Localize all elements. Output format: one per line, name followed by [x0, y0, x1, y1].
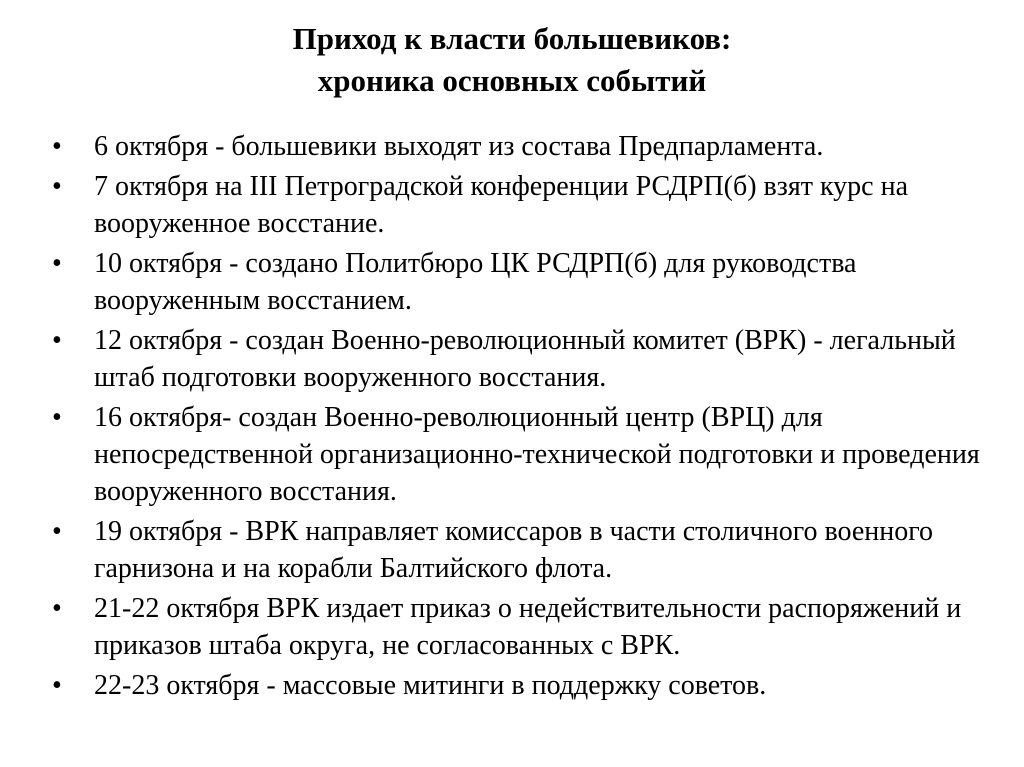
bullet-icon: • [52, 248, 62, 279]
list-item: • 22-23 октября - массовые митинги в поддержку советов. [52, 667, 992, 704]
list-item: • 7 октября на III Петроградской конференции РСДРП(б) взят курс на вооруженное восстание. [52, 168, 992, 242]
list-item: • 16 октября- создан Военно-революционный центр (ВРЦ) для непосредственной организационно-технической подготовки и проведения вооруженного восстания. [52, 399, 992, 510]
bullet-icon: • [52, 131, 62, 162]
bullet-icon: • [52, 593, 62, 624]
bullet-icon: • [52, 670, 62, 701]
list-item: • 10 октября - создано Политбюро ЦК РСДРП(б) для руководства вооруженным восстанием. [52, 245, 992, 319]
bullet-icon: • [52, 325, 62, 356]
list-item: • 12 октября - создан Военно-революционный комитет (ВРК) - легальный штаб подготовки вооруженного восстания. [52, 322, 992, 396]
event-list [52, 128, 992, 707]
bullet-icon: • [52, 516, 62, 547]
bullet-icon: • [52, 171, 62, 202]
list-item: • 21-22 октября ВРК издает приказ о недействительности распоряжений и приказов штаба округа, не согласованных с ВРК. [52, 590, 992, 664]
list-item: • 19 октября - ВРК направляет комиссаров в части столичного военного гарнизона и на корабли Балтийского флота. [52, 513, 992, 587]
list-item: • 6 октября - большевики выходят из состава Предпарламента. [52, 128, 992, 165]
title-line-2: хроника основных событий [317, 63, 707, 98]
title-line-1: Приход к власти большевиков: [292, 21, 732, 56]
page-title [0, 18, 1024, 102]
bullet-icon: • [52, 402, 62, 433]
